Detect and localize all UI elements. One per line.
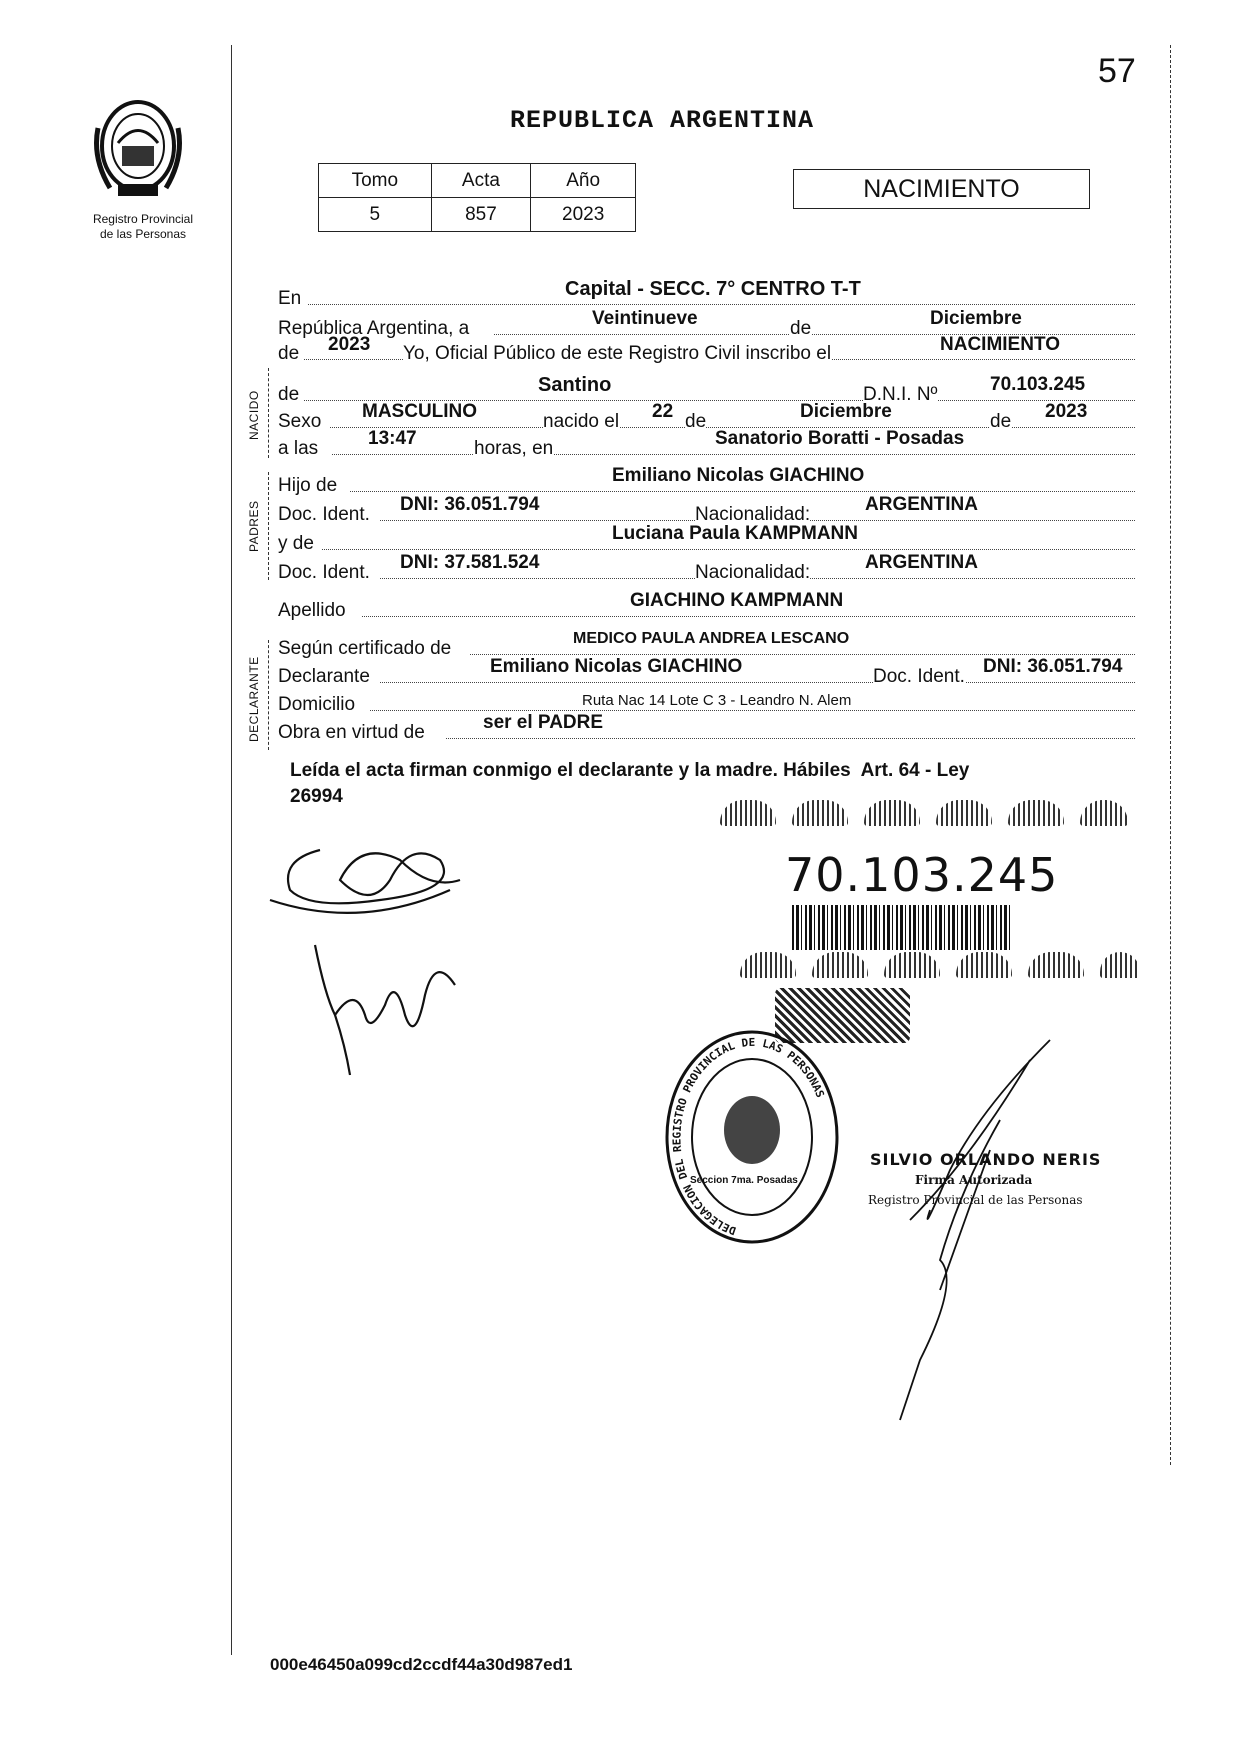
stamp-ring-text: DELEGACION DEL REGISTRO PROVINCIAL DE LAS PERSONAS [670,1035,827,1238]
obra-line [446,738,1135,739]
official-stamp [665,1030,840,1245]
stamp-inner-text: Seccion 7ma. Posadas [690,1175,798,1186]
anio: 2023 [328,334,371,355]
table-header-tomo: Tomo [319,164,432,198]
obra: ser el PADRE [483,712,604,733]
fingerprint-icon [956,952,1012,978]
madre-nac: ARGENTINA [865,552,978,573]
horas-en-label: horas, en [474,438,554,459]
madre-doc: DNI: 37.581.524 [400,552,540,573]
de5-label: de [990,411,1012,432]
declarante-label: Declarante [278,666,370,687]
page-number: 57 [1098,52,1136,90]
domicilio-line [370,710,1135,711]
hora-line [332,454,1135,455]
padres-bracket [268,472,269,580]
hora: 13:47 [368,428,417,449]
apellido-label: Apellido [278,600,346,621]
padre: Emiliano Nicolas GIACHINO [612,465,865,486]
oficial-text: Yo, Oficial Público de este Registro Civil inscribo el [403,343,832,364]
fingerprint-icon [936,800,992,826]
declarante-signature [260,820,500,940]
padre-line [350,491,1135,492]
barcode-number: 70.103.245 [785,848,1059,902]
sexo-label: Sexo [278,411,322,432]
nacido-el-label: nacido el [543,411,620,432]
document-hash: 000e46450a099cd2ccdf44a30d987ed1 [270,1655,573,1674]
de2-label: de [278,343,300,364]
cert: MEDICO PAULA ANDREA LESCANO [573,630,850,647]
record-type-box [793,169,1090,209]
fingerprint-icon [740,952,796,978]
official-name: SILVIO ORLANDO NERIS [870,1150,1102,1169]
de-label: de [790,318,812,339]
record-type: NACIMIENTO [863,175,1020,203]
y-de-label: y de [278,533,314,554]
apellido-line [362,616,1135,617]
cert-line [470,654,1135,655]
nac2-label: Nacionalidad: [695,562,811,583]
official-role: Firma Autorizada [915,1173,1033,1187]
tipo: NACIMIENTO [940,334,1060,355]
registry-logo [88,88,188,208]
table-value-anio: 2023 [531,198,636,232]
dni-label: D.N.I. Nº [863,384,938,405]
side-label-padres: PADRES [247,500,261,552]
obra-label: Obra en virtud de [278,722,425,743]
apellido: GIACHINO KAMPMANN [630,590,844,611]
fingerprint-icon [812,952,868,978]
fingerprint-icon [1100,952,1140,978]
anio-nac: 2023 [1045,401,1088,422]
fingerprint-icon [864,800,920,826]
declarante: Emiliano Nicolas GIACHINO [490,656,743,677]
left-margin-line [231,45,232,1655]
document-title: REPUBLICA ARGENTINA [510,106,815,135]
nombre: Santino [538,374,612,396]
declarante-line [380,682,1135,683]
fingerprint-icon [792,800,848,826]
padre-doc: DNI: 36.051.794 [400,494,540,515]
dia-letras: Veintinueve [592,308,698,329]
de4-label: de [685,411,707,432]
misiones-emblem-icon [88,88,188,208]
domicilio: Ruta Nac 14 Lote C 3 - Leandro N. Alem [582,692,852,709]
hijo-label: Hijo de [278,475,338,496]
en-line [308,304,1135,305]
closing-line-2: 26994 [290,786,343,807]
padre-nac: ARGENTINA [865,494,978,515]
fingerprint-icon [720,800,776,826]
de3-label: de [278,384,300,405]
logo-caption-1: Registro Provincial [92,212,194,226]
en-value: Capital - SECC. 7° CENTRO T-T [565,278,861,300]
sexo: MASCULINO [362,401,478,422]
nac-label: Nacionalidad: [695,504,811,525]
doc3-label: Doc. Ident. [873,666,965,687]
official-org: Registro Provincial de las Personas [868,1193,1083,1207]
declarante-doc: DNI: 36.051.794 [983,656,1123,677]
fingerprint-icon [1080,800,1128,826]
logo-caption-2: de las Personas [99,227,187,241]
side-label-declarante: DECLARANTE [247,656,261,742]
official-signature [880,1030,1100,1430]
declarante-bracket [268,640,269,750]
cert-label: Según certificado de [278,638,452,659]
dni: 70.103.245 [990,374,1086,395]
mes-nac: Diciembre [800,401,892,422]
doc2-label: Doc. Ident. [278,562,370,583]
side-label-nacido: NACIDO [247,390,261,440]
table-value-tomo: 5 [319,198,432,232]
domicilio-label: Domicilio [278,694,356,715]
en-label: En [278,288,302,309]
madre-line [322,549,1135,550]
republica-label: República Argentina, a [278,318,470,339]
nacido-bracket [268,368,269,458]
madre: Luciana Paula KAMPMANN [612,523,858,544]
table-value-acta: 857 [431,198,531,232]
madre-signature [305,935,475,1085]
closing-line-1: Leída el acta firman conmigo el declarante y la madre. Hábiles Art. 64 - Ley [290,760,970,781]
doc-label: Doc. Ident. [278,504,370,525]
barcode [792,905,1012,950]
right-margin-line [1170,45,1171,1465]
fingerprint-icon [1008,800,1064,826]
dia-nac: 22 [652,401,674,422]
fingerprint-icon [884,952,940,978]
a-las-label: a las [278,438,319,459]
mes: Diciembre [930,308,1022,329]
fingerprint-icon [1028,952,1084,978]
record-table [318,163,636,232]
table-header-anio: Año [531,164,636,198]
lugar: Sanatorio Boratti - Posadas [715,428,965,449]
table-header-acta: Acta [431,164,531,198]
